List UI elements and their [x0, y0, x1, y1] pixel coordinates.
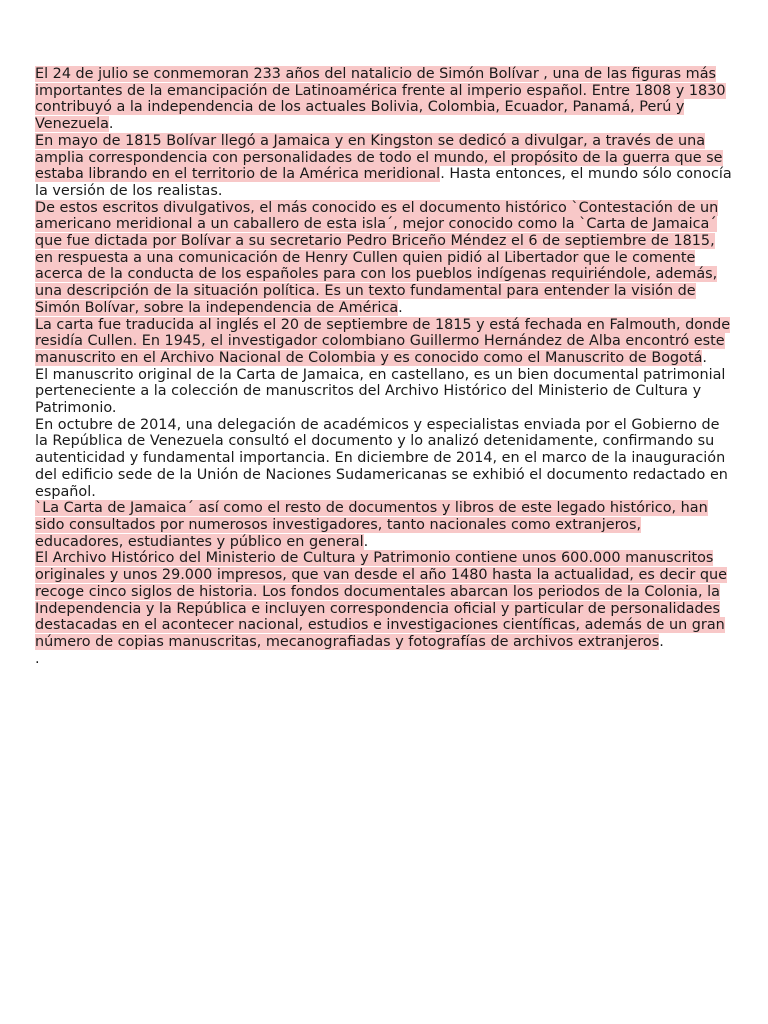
highlighted-text: La carta fue traducida al inglés el 20 de septiembre de 1815 y está fechada en Falmouth, donde residía Cullen. En 1945, el investigador colombiano Guillermo Hernández de Alba encontró este manuscrito en el Archivo Nacional de Colombia y es conocido como el Manuscrito de Bogotá [35, 316, 731, 366]
paragraph-4 [35, 317, 733, 367]
plain-text: En octubre de 2014, una delegación de académicos y especialistas enviada por el Gobierno de la República de Venezuela consultó el documento y lo analizó detenidamente, confirmando su autenticidad y fundamental importancia. En diciembre de 2014, en el marco de la inauguración del edificio sede de la Unión de Naciones Sudamericanas se exhibió el documento redactado en español. [35, 416, 728, 500]
paragraph-8 [35, 550, 733, 650]
plain-text: . [702, 349, 707, 366]
paragraph-9 [35, 651, 733, 668]
paragraph-3 [35, 200, 733, 317]
plain-text: . [398, 299, 403, 316]
plain-text: . [108, 116, 114, 133]
paragraph-1 [35, 66, 733, 133]
highlighted-text: `La Carta de Jamaica´ así como el resto de documentos y libros de este legado histórico, han sido consultados por numerosos investigadores, tanto nacionales como extranjeros, educadores, estudiantes y público en general [35, 500, 708, 550]
paragraph-7 [35, 500, 733, 550]
paragraph-5 [35, 367, 733, 417]
plain-text: . [659, 633, 664, 650]
highlighted-text: En mayo de 1815 Bolívar llegó a Jamaica y en Kingston se dedicó a divulgar, a través de una amplia correspondencia con personalidades de todo el mundo, el propósito de la guerra que se estaba librando en el territorio de la América meridional [35, 132, 723, 183]
highlighted-text: El Archivo Histórico del Ministerio de Cultura y Patrimonio contiene unos 600.000 manuscritos originales y unos 29.000 impresos, que van desde el año 1480 hasta la actualidad, es decir que recoge cinco siglos de historia. Los fondos documentales abarcan los periodos de la Colonia, la Independencia y la República e incluyen correspondencia oficial y particular de personalidades destacadas en el acontecer nacional, estudios e investigaciones científicas, además de un gran número de copias manuscritas, mecanografiadas y fotografías de archivos extranjeros [35, 550, 727, 650]
paragraph-2 [35, 133, 733, 200]
paragraph-6 [35, 417, 733, 501]
plain-text: . [35, 650, 40, 667]
plain-text: . Hasta entonces, el mundo sólo conocía la versión de los realistas. [35, 166, 732, 199]
highlighted-text: De estos escritos divulgativos, el más conocido es el documento histórico `Contestación de un americano meridional a un caballero de esta isla´, mejor conocido como la `Carta de Jamaica´ que fue dictada por Bolívar a su secretario Pedro Briceño Méndez el 6 de septiembre de 1815, en respuesta a una comunicación de Henry Cullen quien pidió al Libertador que le comente acerca de la conducta de los españoles para con los pueblos indígenas requiriéndole, además, una descripción de la situación política. Es un texto fundamental para entender la visión de Simón Bolívar, sobre la independencia de América [35, 199, 719, 316]
plain-text: El manuscrito original de la Carta de Jamaica, en castellano, es un bien documental patrimonial perteneciente a la colección de manuscritos del Archivo Histórico del Ministerio de Cultura y Patrimonio. [35, 366, 726, 417]
plain-text: . [363, 533, 369, 550]
highlighted-text: El 24 de julio se conmemoran 233 años del natalicio de Simón Bolívar , una de las figuras más importantes de la emancipación de Latinoamérica frente al imperio español. Entre 1808 y 1830 contribuyó a la independencia de los actuales Bolivia, Colombia, Ecuador, Panamá, Perú y Venezuela [35, 66, 726, 133]
document-body [35, 66, 733, 667]
